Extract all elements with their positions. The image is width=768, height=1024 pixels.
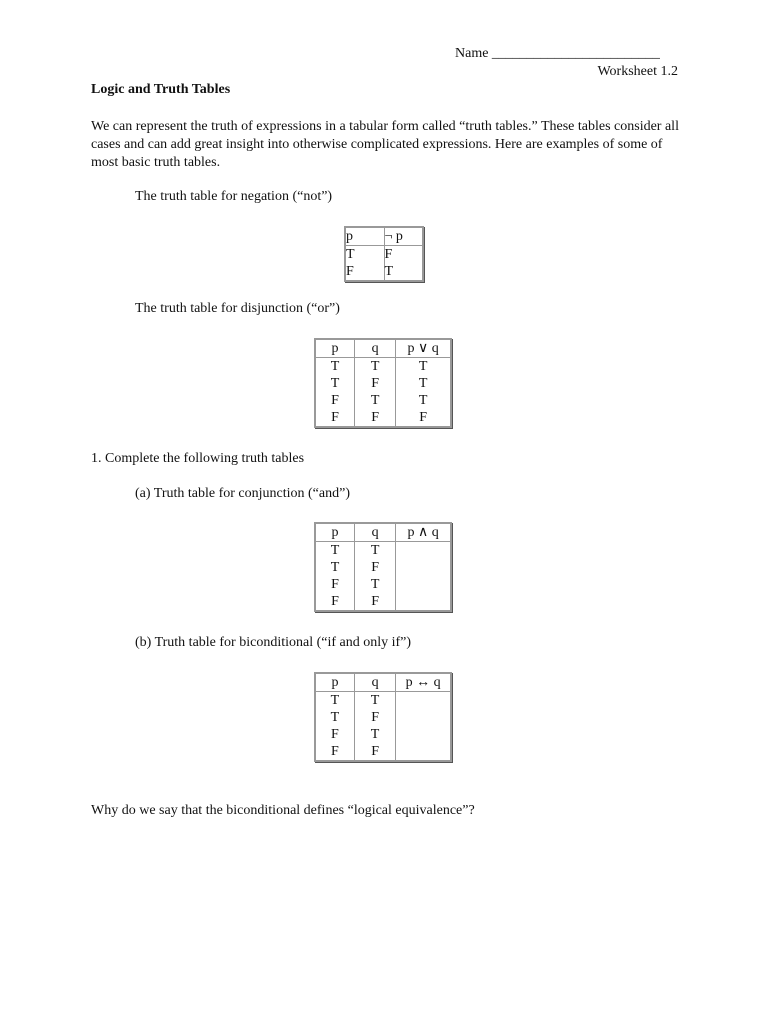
table-cell: F [354,743,395,761]
biconditional-table [314,672,452,762]
table-cell: T [330,543,340,558]
table-cell: F [384,246,423,264]
answer-cell[interactable] [396,692,451,710]
table-row [345,246,423,264]
table-row [315,726,451,743]
intro-paragraph: We can represent the truth of expressions in a tabular form called “truth tables.” These tables consider all cases and can add great insight into otherwise complicated expressions. Here are examples of some of most basic truth tables. [91,119,679,170]
answer-cell[interactable] [396,542,451,560]
table-cell: F [331,410,339,425]
table-cell: T [396,358,451,376]
table-cell: T [330,359,340,374]
answer-cell[interactable] [396,593,451,611]
table-row [315,409,451,427]
column-header: p [315,339,354,358]
column-header: ¬ p [384,227,423,246]
table-row [315,709,451,726]
name-field-label: Name ________________________ [455,46,660,61]
table-cell: T [354,542,395,560]
column-header: p [315,673,354,692]
conjunction-table [314,522,452,612]
table-cell: T [330,693,340,708]
table-cell: F [331,393,339,408]
table-cell: T [354,726,395,743]
table-cell: T [346,247,355,262]
column-header: p ∧ q [396,523,451,542]
table-header-row [315,339,451,358]
negation-caption: The truth table for negation (“not”) [135,189,333,204]
table-row [345,263,423,281]
table-cell: T [330,560,340,575]
table-cell: T [354,692,395,710]
answer-cell[interactable] [396,559,451,576]
table-cell: F [331,744,339,759]
table-header-row [315,523,451,542]
answer-cell[interactable] [396,709,451,726]
table-row [315,542,451,560]
table-row [315,743,451,761]
table-cell: T [354,358,395,376]
table-cell: F [331,727,339,742]
table-row [315,358,451,376]
biconditional-caption: (b) Truth table for biconditional (“if and only if”) [135,635,412,650]
table-header-row [315,673,451,692]
column-header: q [354,523,395,542]
negation-table [344,226,424,282]
column-header: q [354,339,395,358]
exercise-1-heading: 1. Complete the following truth tables [91,451,305,466]
table-cell: T [330,710,340,725]
disjunction-caption: The truth table for disjunction (“or”) [135,301,340,316]
table-cell: F [354,559,395,576]
page-title: Logic and Truth Tables [91,82,231,97]
worksheet-number: Worksheet 1.2 [597,64,678,79]
table-cell: T [384,263,423,281]
answer-cell[interactable] [396,743,451,761]
table-row [315,593,451,611]
table-cell: F [331,594,339,609]
table-row [315,375,451,392]
table-cell: F [346,264,354,279]
table-cell: F [354,375,395,392]
answer-cell[interactable] [396,726,451,743]
table-header-row [345,227,423,246]
conjunction-caption: (a) Truth table for conjunction (“and”) [135,486,350,501]
table-cell: F [354,593,395,611]
answer-cell[interactable] [396,576,451,593]
table-row [315,692,451,710]
table-cell: T [354,576,395,593]
column-header: p ∨ q [396,339,451,358]
table-row [315,576,451,593]
table-cell: T [396,375,451,392]
column-header: p [345,227,384,246]
table-cell: F [396,409,451,427]
table-cell: T [330,376,340,391]
table-cell: F [354,409,395,427]
table-cell: T [396,392,451,409]
table-cell: F [354,709,395,726]
column-header: p [315,523,354,542]
column-header: q [354,673,395,692]
disjunction-table [314,338,452,428]
table-cell: T [354,392,395,409]
table-row [315,559,451,576]
table-row [315,392,451,409]
column-header: p ↔ q [396,673,451,692]
table-cell: F [331,577,339,592]
question-prompt: Why do we say that the biconditional defines “logical equivalence”? [91,803,475,818]
